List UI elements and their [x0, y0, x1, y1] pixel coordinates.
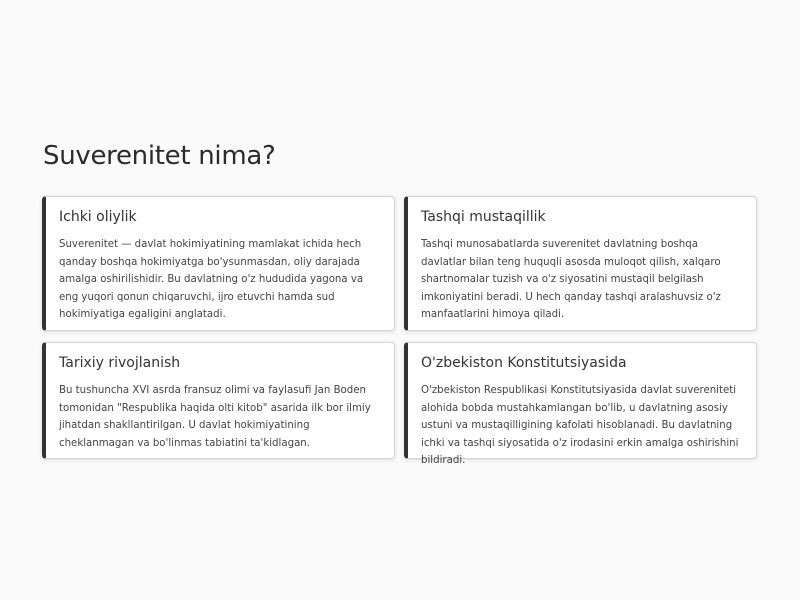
card-text: Bu tushuncha XVI asrda fransuz olimi va faylasufi Jan Boden tomonidan "Respublika haqida olti kitob" asarida ilk bor ilmiy jihatdan shakllantirilgan. U davlat hokimiyatining cheklanmagan va bo'linmas tabiatini ta'kidlagan. — [59, 385, 371, 449]
card-text: Suverenitet — davlat hokimiyatining mamlakat ichida hech qanday boshqa hokimiyatga bo'ysunmasdan, oliy darajada amalga oshirilishidir. Bu davlatning o'z hududida yagona va eng yuqori qonun chiqaruvchi, ijro etuvchi hamda sud hokimiyatiga egaligini anglatadi. — [59, 239, 364, 320]
card-title: Ichki oliylik — [59, 209, 137, 225]
card-text: O'zbekiston Respublikasi Konstitutsiyasida davlat suvereniteti alohida bobda mustahkamlangan bo'lib, u davlatning asosiy ustuni va mustaqilligining kafolati hisoblanadi. Bu davlatning ichki va tashqi siyosatida o'z irodasini erkin amalga oshirishini bildiradi. — [421, 385, 739, 466]
card-constitution — [404, 342, 757, 466]
card-external-independence — [404, 196, 757, 331]
page-title: Suverenitet nima? — [43, 141, 276, 171]
card-historical-development — [42, 342, 395, 459]
card-title: Tarixiy rivojlanish — [59, 355, 181, 371]
card-text: Tashqi munosabatlarda suverenitet davlatning boshqa davlatlar bilan teng huquqli asosda muloqot qilish, xalqaro shartnomalar tuzish va o'z siyosatini mustaqil belgilash imkoniyatini beradi. U hech qanday tashqi aralashuvsiz o'z manfaatlarini himoya qiladi. — [421, 239, 721, 320]
card-title: Tashqi mustaqillik — [421, 209, 546, 225]
card-internal-supremacy — [42, 196, 395, 331]
card-title: O'zbekiston Konstitutsiyasida — [421, 355, 627, 371]
